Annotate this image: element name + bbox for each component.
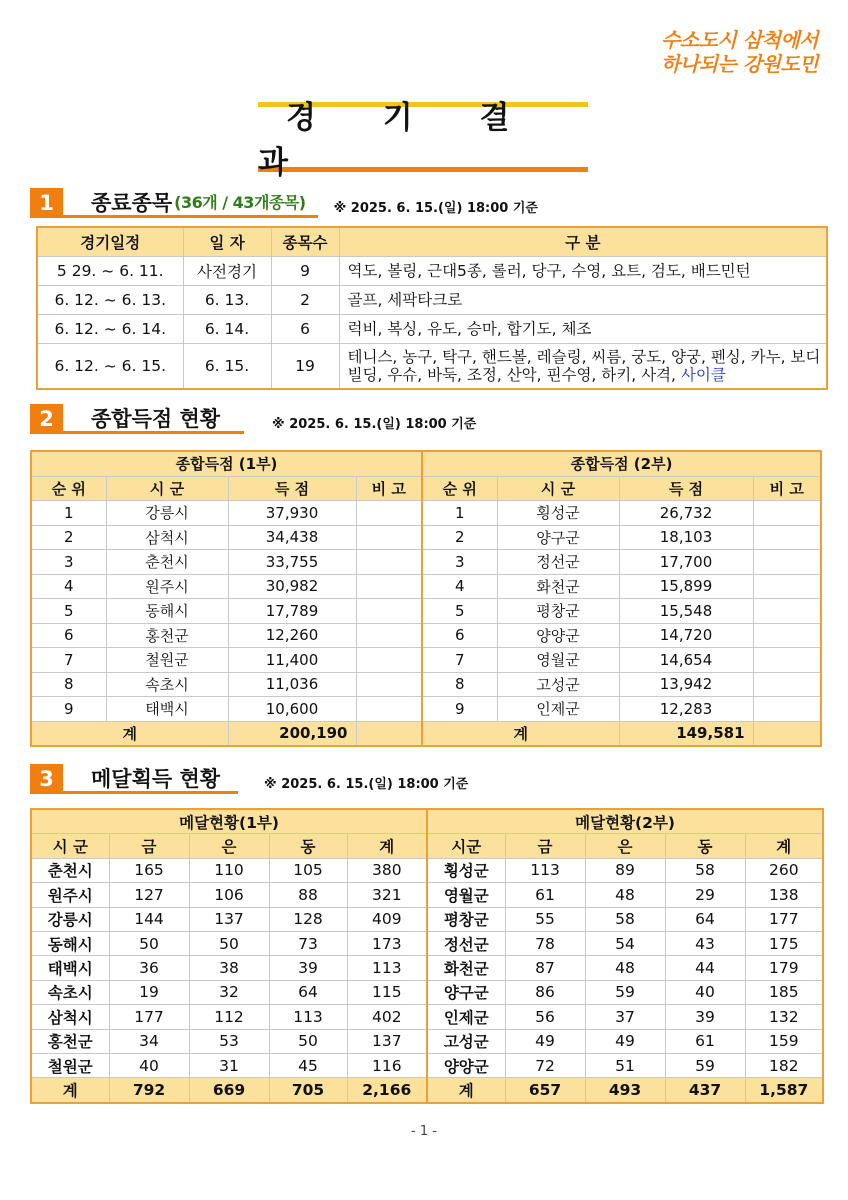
note-cell [356, 648, 422, 673]
header-rank: 순 위 [422, 476, 497, 501]
gold-cell: 72 [505, 1053, 585, 1077]
total-label: 계 [31, 721, 228, 746]
sum-cell: 115 [347, 980, 427, 1004]
slogan-line1: 수소도시 삼척에서 [660, 28, 818, 52]
silver-cell: 106 [189, 883, 269, 907]
sum-cell: 185 [745, 980, 823, 1004]
table-row [37, 315, 827, 344]
city-cell: 속초시 [31, 980, 109, 1004]
rank-cell: 3 [422, 550, 497, 575]
bronze-cell: 39 [269, 956, 347, 980]
section2-title: 종합득점 현황 [91, 406, 221, 431]
total-label: 계 [422, 721, 619, 746]
city-cell: 양구군 [427, 980, 505, 1004]
bronze-cell: 40 [665, 980, 745, 1004]
bronze-cell: 64 [269, 980, 347, 1004]
items-cell: 골프, 세팍타크로 [339, 286, 827, 315]
rank-cell: 3 [31, 550, 106, 575]
sum-cell: 116 [347, 1053, 427, 1077]
table-row [31, 648, 821, 673]
date-cell: 6. 15. [183, 344, 271, 390]
header-city: 시 군 [106, 476, 228, 501]
bronze-cell: 64 [665, 907, 745, 931]
city-cell: 춘천시 [106, 550, 228, 575]
city-cell: 삼척시 [31, 1005, 109, 1029]
date-cell: 6. 13. [183, 286, 271, 315]
header-rank: 순 위 [31, 476, 106, 501]
rank-cell: 9 [422, 697, 497, 722]
bronze-cell: 39 [665, 1005, 745, 1029]
silver-cell: 51 [585, 1053, 665, 1077]
gold-cell: 127 [109, 883, 189, 907]
group2-header: 종합득점 (2부) [422, 451, 821, 476]
bronze-cell: 59 [665, 1053, 745, 1077]
date-cell: 사전경기 [183, 257, 271, 286]
table-row [31, 931, 823, 955]
header-total: 계 [347, 834, 427, 858]
section3-number: 3 [30, 764, 63, 794]
table-row [37, 257, 827, 286]
header-bronze: 동 [269, 834, 347, 858]
city-cell: 고성군 [497, 672, 619, 697]
bronze-cell: 128 [269, 907, 347, 931]
rank-cell: 2 [31, 525, 106, 550]
items-extra: 사이클 [680, 366, 726, 384]
group1-header: 메달현황(1부) [31, 809, 427, 834]
section3-title: 메달획득 현황 [91, 766, 221, 791]
gold-cell: 177 [109, 1005, 189, 1029]
sum-cell: 260 [745, 858, 823, 882]
section3-note: ※ 2025. 6. 15.(일) 18:00 기준 [264, 777, 469, 792]
period-cell: 5 29. ~ 6. 11. [37, 257, 183, 286]
gold-cell: 40 [109, 1053, 189, 1077]
rank-cell: 6 [422, 623, 497, 648]
city-cell: 양양군 [497, 623, 619, 648]
rank-cell: 9 [31, 697, 106, 722]
table-row [37, 344, 827, 390]
count-cell: 9 [271, 257, 339, 286]
city-cell: 강릉시 [106, 501, 228, 526]
silver-cell: 112 [189, 1005, 269, 1029]
total-bronze: 705 [269, 1078, 347, 1103]
header-score: 득 점 [619, 476, 753, 501]
sum-cell: 402 [347, 1005, 427, 1029]
city-cell: 고성군 [427, 1029, 505, 1053]
note-cell [753, 525, 821, 550]
group-header-row [31, 809, 823, 834]
header-silver: 은 [189, 834, 269, 858]
score-cell: 10,600 [228, 697, 356, 722]
city-cell: 홍천군 [106, 623, 228, 648]
city-cell: 삼척시 [106, 525, 228, 550]
section3-header [30, 760, 468, 794]
silver-cell: 137 [189, 907, 269, 931]
table-row [31, 1005, 823, 1029]
note-cell [753, 623, 821, 648]
silver-cell: 58 [585, 907, 665, 931]
silver-cell: 54 [585, 931, 665, 955]
header-total: 계 [745, 834, 823, 858]
rank-cell: 4 [422, 574, 497, 599]
score-cell: 26,732 [619, 501, 753, 526]
total-silver: 493 [585, 1078, 665, 1103]
city-cell: 춘천시 [31, 858, 109, 882]
sum-cell: 177 [745, 907, 823, 931]
note-cell [356, 525, 422, 550]
score-cell: 12,283 [619, 697, 753, 722]
gold-cell: 113 [505, 858, 585, 882]
header-city: 시 군 [497, 476, 619, 501]
rank-cell: 1 [422, 501, 497, 526]
bronze-cell: 29 [665, 883, 745, 907]
score-cell: 14,654 [619, 648, 753, 673]
rank-cell: 4 [31, 574, 106, 599]
silver-cell: 110 [189, 858, 269, 882]
note-cell [753, 672, 821, 697]
bronze-cell: 88 [269, 883, 347, 907]
table-row [37, 286, 827, 315]
note-cell [356, 501, 422, 526]
sum-cell: 138 [745, 883, 823, 907]
sum-cell: 173 [347, 931, 427, 955]
section2-number: 2 [30, 404, 63, 434]
page-title: 경 기 결 과 [258, 102, 588, 172]
total-bronze: 437 [665, 1078, 745, 1103]
city-cell: 양양군 [427, 1053, 505, 1077]
total-row [31, 1078, 823, 1103]
silver-cell: 49 [585, 1029, 665, 1053]
header-period: 경기일정 [37, 227, 183, 257]
table-row [31, 574, 821, 599]
section1-header [30, 184, 538, 218]
silver-cell: 48 [585, 883, 665, 907]
section3-title-box [63, 764, 238, 794]
section2-header [30, 400, 476, 434]
city-cell: 홍천군 [31, 1029, 109, 1053]
rank-cell: 5 [422, 599, 497, 624]
gold-cell: 50 [109, 931, 189, 955]
date-cell: 6. 14. [183, 315, 271, 344]
header-items: 구 분 [339, 227, 827, 257]
sum-cell: 321 [347, 883, 427, 907]
section2-note: ※ 2025. 6. 15.(일) 18:00 기준 [272, 417, 477, 432]
note-cell [753, 550, 821, 575]
city-cell: 양구군 [497, 525, 619, 550]
gold-cell: 144 [109, 907, 189, 931]
header-gold: 금 [109, 834, 189, 858]
count-cell: 19 [271, 344, 339, 390]
total-note [356, 721, 422, 746]
section1-note: ※ 2025. 6. 15.(일) 18:00 기준 [333, 201, 538, 216]
score-cell: 15,548 [619, 599, 753, 624]
items-cell: 럭비, 복싱, 유도, 승마, 합기도, 체조 [339, 315, 827, 344]
table-row [31, 980, 823, 1004]
total-gold: 657 [505, 1078, 585, 1103]
city-cell: 강릉시 [31, 907, 109, 931]
gold-cell: 165 [109, 858, 189, 882]
header-bronze: 동 [665, 834, 745, 858]
page-number: - 1 - [411, 1124, 437, 1139]
bronze-cell: 44 [665, 956, 745, 980]
sum-cell: 159 [745, 1029, 823, 1053]
city-cell: 정선군 [427, 931, 505, 955]
silver-cell: 37 [585, 1005, 665, 1029]
total-gold: 792 [109, 1078, 189, 1103]
bronze-cell: 113 [269, 1005, 347, 1029]
city-cell: 정선군 [497, 550, 619, 575]
score-cell: 14,720 [619, 623, 753, 648]
rank-cell: 1 [31, 501, 106, 526]
city-cell: 원주시 [106, 574, 228, 599]
total-score-1: 200,190 [228, 721, 356, 746]
note-cell [753, 648, 821, 673]
table-row [31, 858, 823, 882]
group-header-row [31, 451, 821, 476]
bronze-cell: 50 [269, 1029, 347, 1053]
total-sum: 1,587 [745, 1078, 823, 1103]
period-cell: 6. 12. ~ 6. 14. [37, 315, 183, 344]
column-header-row [31, 476, 821, 501]
sum-cell: 113 [347, 956, 427, 980]
city-cell: 평창군 [427, 907, 505, 931]
rank-cell: 2 [422, 525, 497, 550]
note-cell [356, 599, 422, 624]
rank-cell: 7 [422, 648, 497, 673]
score-cell: 37,930 [228, 501, 356, 526]
score-cell: 30,982 [228, 574, 356, 599]
slogan [578, 28, 818, 76]
table-row [31, 907, 823, 931]
silver-cell: 59 [585, 980, 665, 1004]
table-row [31, 697, 821, 722]
city-cell: 영월군 [427, 883, 505, 907]
total-label: 계 [427, 1078, 505, 1103]
bronze-cell: 73 [269, 931, 347, 955]
table-row [31, 956, 823, 980]
table-row [31, 672, 821, 697]
score-cell: 13,942 [619, 672, 753, 697]
total-score-2: 149,581 [619, 721, 753, 746]
rank-cell: 5 [31, 599, 106, 624]
total-score-table [30, 450, 822, 747]
total-label: 계 [31, 1078, 109, 1103]
city-cell: 화천군 [427, 956, 505, 980]
city-cell: 영월군 [497, 648, 619, 673]
header-note: 비 고 [753, 476, 821, 501]
gold-cell: 78 [505, 931, 585, 955]
score-cell: 34,438 [228, 525, 356, 550]
header-city: 시 군 [31, 834, 109, 858]
score-cell: 15,899 [619, 574, 753, 599]
header-silver: 은 [585, 834, 665, 858]
items-cell [339, 344, 827, 390]
city-cell: 평창군 [497, 599, 619, 624]
total-note [753, 721, 821, 746]
silver-cell: 50 [189, 931, 269, 955]
table-row [31, 623, 821, 648]
gold-cell: 86 [505, 980, 585, 1004]
city-cell: 태백시 [106, 697, 228, 722]
table-row [31, 550, 821, 575]
note-cell [356, 550, 422, 575]
city-cell: 속초시 [106, 672, 228, 697]
sum-cell: 409 [347, 907, 427, 931]
slogan-line2: 하나되는 강원도민 [660, 52, 818, 76]
sum-cell: 132 [745, 1005, 823, 1029]
header-city: 시군 [427, 834, 505, 858]
sum-cell: 137 [347, 1029, 427, 1053]
header-gold: 금 [505, 834, 585, 858]
rank-cell: 8 [422, 672, 497, 697]
header-count: 종목수 [271, 227, 339, 257]
city-cell: 인제군 [497, 697, 619, 722]
silver-cell: 38 [189, 956, 269, 980]
rank-cell: 8 [31, 672, 106, 697]
bronze-cell: 43 [665, 931, 745, 955]
gold-cell: 61 [505, 883, 585, 907]
city-cell: 횡성군 [427, 858, 505, 882]
header-date: 일 자 [183, 227, 271, 257]
bronze-cell: 58 [665, 858, 745, 882]
bronze-cell: 61 [665, 1029, 745, 1053]
score-cell: 18,103 [619, 525, 753, 550]
city-cell: 화천군 [497, 574, 619, 599]
table-row [31, 599, 821, 624]
note-cell [356, 697, 422, 722]
total-sum: 2,166 [347, 1078, 427, 1103]
table-row [31, 525, 821, 550]
city-cell: 인제군 [427, 1005, 505, 1029]
silver-cell: 32 [189, 980, 269, 1004]
note-cell [753, 697, 821, 722]
period-cell: 6. 12. ~ 6. 13. [37, 286, 183, 315]
sum-cell: 175 [745, 931, 823, 955]
total-silver: 669 [189, 1078, 269, 1103]
items-cell: 역도, 볼링, 근대5종, 롤러, 당구, 수영, 요트, 검도, 배드민턴 [339, 257, 827, 286]
silver-cell: 53 [189, 1029, 269, 1053]
header-score: 득 점 [228, 476, 356, 501]
table-row [31, 883, 823, 907]
score-cell: 17,789 [228, 599, 356, 624]
sum-cell: 179 [745, 956, 823, 980]
note-cell [356, 672, 422, 697]
period-cell: 6. 12. ~ 6. 15. [37, 344, 183, 390]
table-row [31, 1053, 823, 1077]
city-cell: 철원군 [31, 1053, 109, 1077]
sum-cell: 380 [347, 858, 427, 882]
group2-header: 메달현황(2부) [427, 809, 823, 834]
gold-cell: 34 [109, 1029, 189, 1053]
score-cell: 33,755 [228, 550, 356, 575]
note-cell [753, 574, 821, 599]
header-note: 비 고 [356, 476, 422, 501]
table-row [31, 501, 821, 526]
city-cell: 횡성군 [497, 501, 619, 526]
count-cell: 2 [271, 286, 339, 315]
section1-title: 종료종목 [91, 190, 173, 215]
section2-title-box [63, 404, 244, 434]
score-cell: 11,036 [228, 672, 356, 697]
items-text: 테니스, 농구, 탁구, 핸드볼, 레슬링, 씨름, 궁도, 양궁, 펜싱, 카누, 보디빌딩, 우슈, 바둑, 조정, 산악, 핀수영, 하키, 사격, [347, 348, 821, 384]
medal-table [30, 808, 824, 1104]
gold-cell: 49 [505, 1029, 585, 1053]
score-cell: 17,700 [619, 550, 753, 575]
gold-cell: 36 [109, 956, 189, 980]
silver-cell: 48 [585, 956, 665, 980]
city-cell: 원주시 [31, 883, 109, 907]
total-row [31, 721, 821, 746]
gold-cell: 56 [505, 1005, 585, 1029]
column-header-row [31, 834, 823, 858]
silver-cell: 89 [585, 858, 665, 882]
bronze-cell: 105 [269, 858, 347, 882]
group1-header: 종합득점 (1부) [31, 451, 422, 476]
sum-cell: 182 [745, 1053, 823, 1077]
section1-subtitle: (36개 / 43개종목) [174, 193, 306, 212]
note-cell [753, 599, 821, 624]
score-cell: 12,260 [228, 623, 356, 648]
city-cell: 동해시 [31, 931, 109, 955]
city-cell: 태백시 [31, 956, 109, 980]
gold-cell: 19 [109, 980, 189, 1004]
score-cell: 11,400 [228, 648, 356, 673]
gold-cell: 55 [505, 907, 585, 931]
city-cell: 철원군 [106, 648, 228, 673]
section1-title-box [63, 188, 318, 218]
note-cell [356, 574, 422, 599]
table-header-row [37, 227, 827, 257]
note-cell [753, 501, 821, 526]
rank-cell: 7 [31, 648, 106, 673]
table-row [31, 1029, 823, 1053]
section1-number: 1 [30, 188, 63, 218]
note-cell [356, 623, 422, 648]
finished-events-table [36, 226, 828, 390]
bronze-cell: 45 [269, 1053, 347, 1077]
rank-cell: 6 [31, 623, 106, 648]
gold-cell: 87 [505, 956, 585, 980]
silver-cell: 31 [189, 1053, 269, 1077]
city-cell: 동해시 [106, 599, 228, 624]
count-cell: 6 [271, 315, 339, 344]
